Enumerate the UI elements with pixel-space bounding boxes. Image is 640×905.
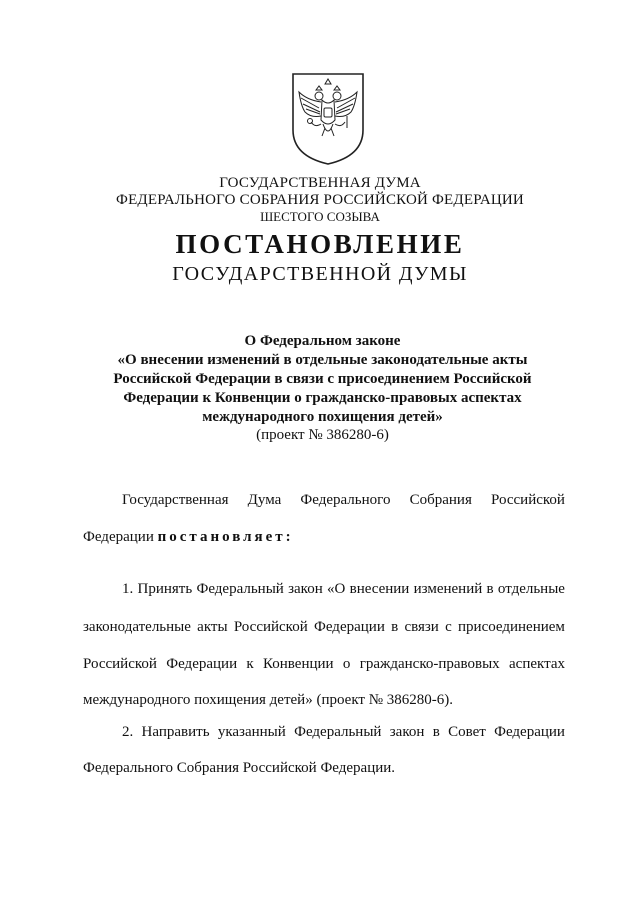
word: внесении — [349, 581, 410, 597]
word: в — [391, 619, 399, 635]
word: к — [246, 656, 254, 672]
subject-line-5: международного похищения детей» — [202, 409, 443, 425]
page-subtitle: ГОСУДАРСТВЕННОЙ ДУМЫ — [172, 263, 468, 285]
subject-line-1: О Федеральном законе — [244, 333, 401, 349]
word: Дума — [247, 492, 282, 508]
item-2-line-2: Федерального Собрания Российской Федерации. — [83, 760, 396, 776]
russian-coat-of-arms-emblem — [289, 72, 367, 166]
word: Российской — [233, 619, 308, 635]
word: Совет — [448, 724, 486, 740]
page-title: ПОСТАНОВЛЕНИЕ — [175, 229, 465, 259]
word: Направить — [141, 724, 210, 740]
word: законодательные — [83, 619, 191, 635]
preamble-line-2 — [83, 527, 565, 547]
word: закон — [288, 581, 323, 597]
word: Государственная — [122, 492, 229, 508]
word: изменений — [413, 581, 483, 597]
header-convocation: ШЕСТОГО СОЗЫВА — [260, 209, 380, 224]
header-federal-assembly: ФЕДЕРАЛЬНОГО СОБРАНИЯ РОССИЙСКОЙ ФЕДЕРАЦИИ — [116, 192, 524, 208]
word: указанный — [217, 724, 286, 740]
word: Федеральный — [196, 581, 284, 597]
header-duma: ГОСУДАРСТВЕННАЯ ДУМА — [219, 175, 421, 191]
word: Принять — [137, 581, 193, 597]
word: Собрания — [409, 492, 472, 508]
word: Федерации — [494, 724, 565, 740]
item-1-line-2 — [83, 617, 565, 637]
subject-line-4: Федерации к Конвенции о гражданско-правовых аспектах — [123, 390, 522, 406]
word: в — [432, 724, 440, 740]
word: «О — [327, 581, 346, 597]
word: Федерации — [166, 656, 238, 672]
word: Конвенции — [263, 656, 334, 672]
word: связи — [404, 619, 439, 635]
word: в — [486, 581, 494, 597]
subject-line-2: «О внесении изменений в отдельные законодательные акты — [117, 352, 528, 368]
preamble-prefix: Федерации — [83, 529, 158, 545]
preamble-line-1 — [122, 490, 565, 510]
item-1-line-3 — [83, 654, 565, 674]
resolves-keyword: постановляет: — [157, 529, 294, 545]
word: закон — [389, 724, 425, 740]
subject-line-3: Российской Федерации в связи с присоединением Российской — [113, 371, 532, 387]
word: Федерального — [300, 492, 391, 508]
word: о — [342, 656, 351, 672]
word: 1. — [122, 581, 134, 597]
word: 2. — [122, 724, 134, 740]
word: Федеральный — [294, 724, 382, 740]
word: с — [445, 619, 452, 635]
word: акты — [197, 619, 228, 635]
item-1-line-4: международного похищения детей» (проект № 386280-6). — [83, 692, 454, 708]
word: гражданско-правовых — [359, 656, 500, 672]
word: аспектах — [509, 656, 565, 672]
item-1-line-1 — [122, 579, 565, 599]
word: отдельные — [497, 581, 565, 597]
project-number: (проект № 386280-6) — [256, 427, 389, 443]
word: Федерации — [314, 619, 385, 635]
item-2-line-1 — [122, 722, 565, 742]
word: присоединением — [458, 619, 565, 635]
word: Российской — [491, 492, 565, 508]
word: Российской — [83, 656, 157, 672]
